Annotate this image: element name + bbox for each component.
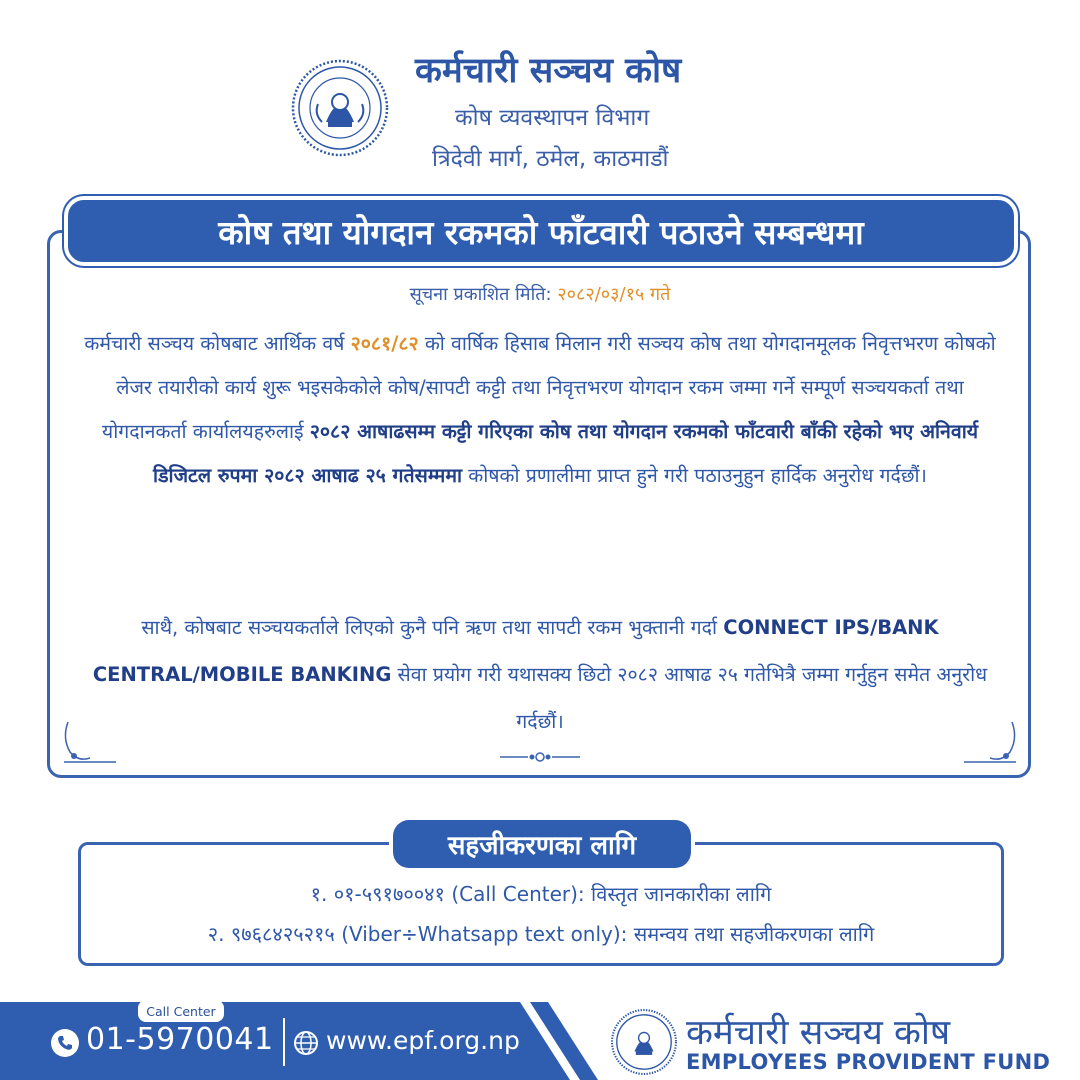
para2-text-b: सेवा प्रयोग गरी यथासक्य छिटो २०८२ आषाढ २५ गतेभित्रै जम्मा गर्नुहुन समेत अनुरोध गर्दछौं। (397, 663, 988, 733)
phone-icon (50, 1028, 80, 1058)
para1-text-c: कोषको प्रणालीमा प्राप्त हुने गरी पठाउनुहुन हार्दिक अनुरोध गर्दछौं। (468, 464, 927, 487)
para1-text-a: कर्मचारी सञ्चय कोषबाट आर्थिक वर्ष (84, 332, 345, 355)
fiscal-year: २०८१/८२ (350, 332, 419, 355)
notice-paragraph-2 (72, 604, 1008, 745)
footer-phone[interactable]: 01-5970041 (86, 1022, 274, 1057)
para2-text-a: साथै, कोषबाट सञ्चयकर्ताले लिएको कुनै पनि ऋण तथा सापटी रकम भुक्तानी गर्दा (141, 616, 718, 639)
epf-seal-logo (290, 58, 390, 158)
notice-paragraph-1 (72, 322, 1008, 498)
payment-services: CONNECT IPS/BANK CENTRAL/MOBILE BANKING (92, 616, 939, 686)
publish-date-label: सूचना प्रकाशित मिति: (409, 284, 552, 305)
publish-date-line (0, 282, 1080, 306)
publish-date-value: २०८२/०३/१५ गते (557, 284, 671, 305)
header-org-name: कर्मचारी सञ्चय कोष (415, 51, 682, 91)
header-address: त्रिदेवी मार्ग, ठमेल, काठमाडौं (432, 146, 669, 172)
footer-website-link[interactable]: www.epf.org.np (326, 1026, 520, 1055)
footer-org-name-np: कर्मचारी सञ्चय कोष (686, 1013, 951, 1053)
ornament-divider-icon (498, 748, 582, 766)
corner-ornament-right-icon (960, 718, 1020, 768)
globe-icon (293, 1030, 319, 1056)
para1-emphasis: २०८२ आषाढसम्म कट्टी गरिएका कोष तथा योगदान रकमको फाँटवारी बाँकी रहेको भए अनिवार्य डिजिटल रुपमा २०८२ आषाढ २५ गतेसम्ममा (153, 420, 979, 487)
call-center-tag: Call Center (138, 1000, 224, 1022)
para1-text-b: को वार्षिक हिसाब मिलान गरी सञ्चय कोष तथा योगदानमूलक निवृत्तभरण कोषको लेजर तयारीको कार्य शुरू भइसकेकोले कोष/सापटी कट्टी तथा निवृत्तभरण योगदान रकम जम्मा गर्ने सम्पूर्ण सञ्चयकर्ता तथा योगदानकर्ता कार्यालयहरुलाई (101, 332, 996, 443)
notice-title: कोष तथा योगदान रकमको फाँटवारी पठाउने सम्बन्धमा (64, 196, 1018, 266)
footer-org-name-en: EMPLOYEES PROVIDENT FUND (686, 1050, 1051, 1074)
footer-separator (283, 1018, 285, 1066)
call-center-line: १. ०१-५९१७००४१ (Call Center): विस्तृत जानकारीका लागि (310, 882, 772, 906)
facilitation-title: सहजीकरणका लागि (393, 820, 691, 868)
viber-whatsapp-line: २. ९७६८४२५२१५ (Viber÷Whatsapp text only): समन्वय तथा सहजीकरणका लागि (207, 922, 875, 946)
header-department: कोष व्यवस्थापन विभाग (455, 105, 650, 131)
corner-ornament-left-icon (60, 718, 120, 768)
footer-epf-seal-logo (610, 1008, 678, 1076)
